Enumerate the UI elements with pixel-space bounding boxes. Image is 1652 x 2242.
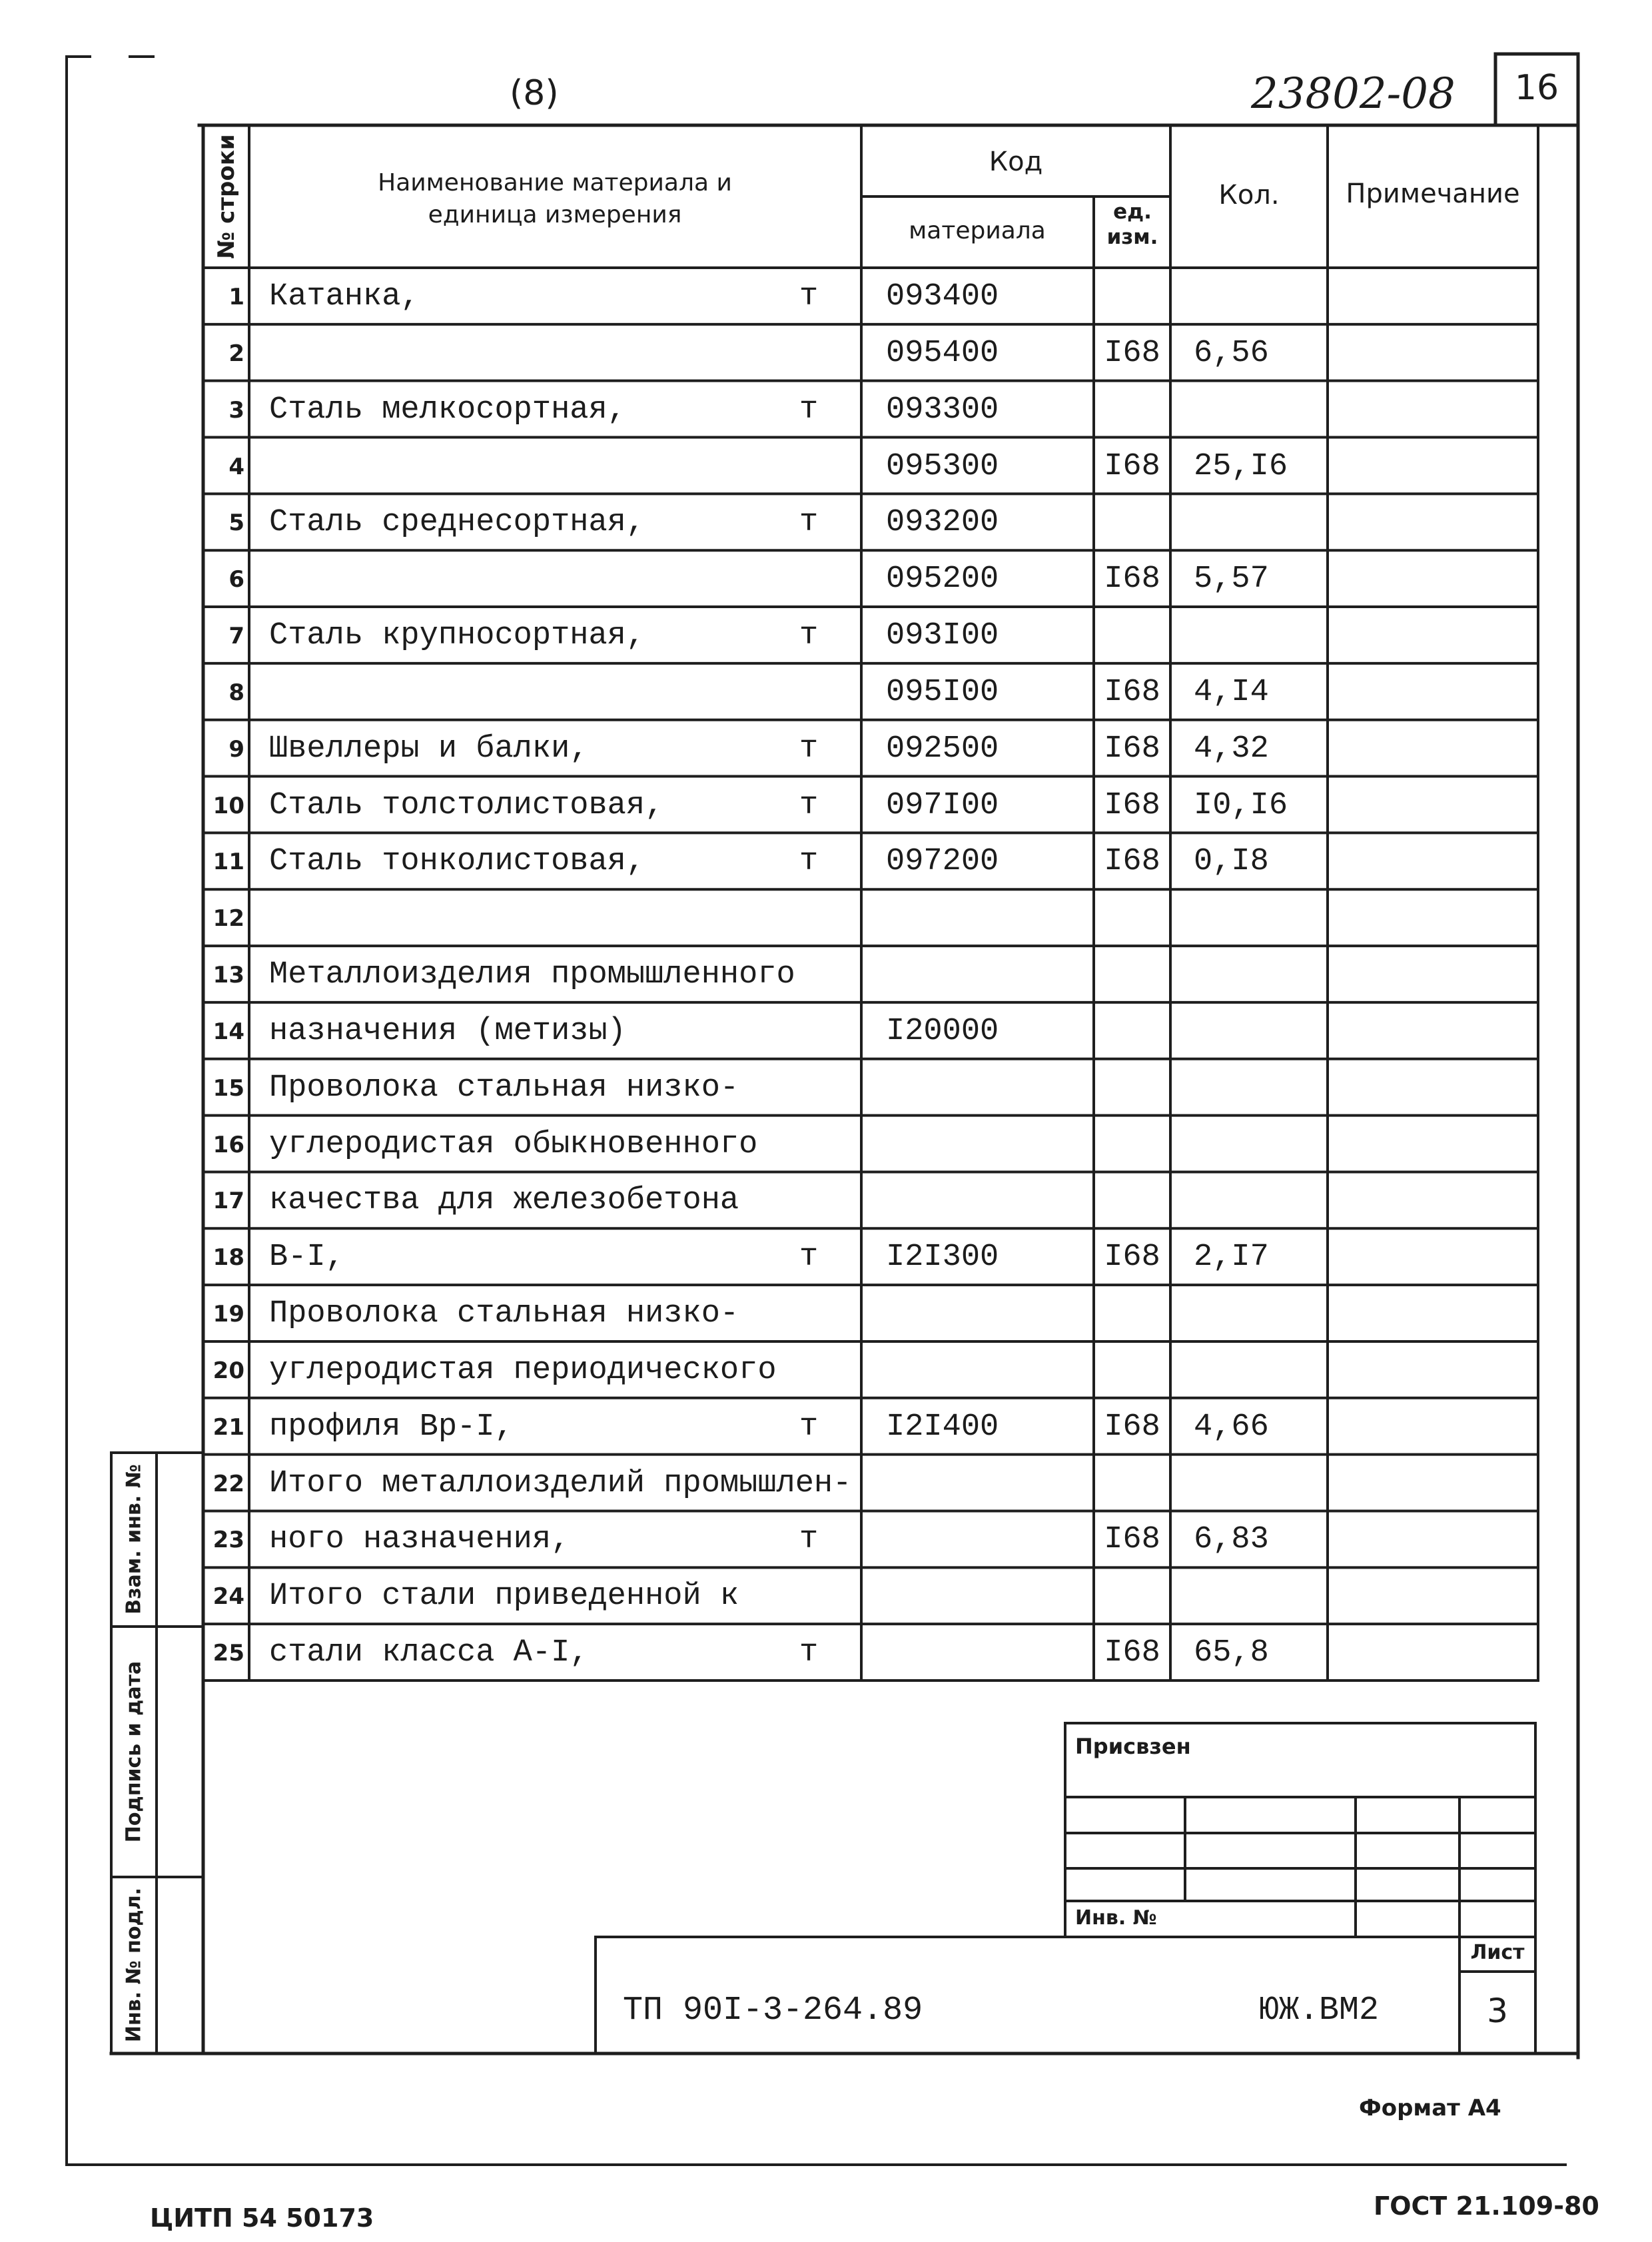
row-number-cell: 14 — [212, 1018, 244, 1045]
row-number-cell: 25 — [212, 1640, 244, 1667]
table-row — [0, 1285, 1652, 1341]
row-number-cell: 10 — [212, 792, 244, 819]
unit-cell: т — [799, 731, 819, 767]
table-row — [0, 1567, 1652, 1624]
quantity-cell — [1194, 381, 1327, 438]
table-row — [0, 268, 1652, 324]
quantity-cell — [1194, 494, 1327, 550]
row-number-cell: 17 — [212, 1188, 244, 1215]
note-cell — [1328, 494, 1538, 550]
material-name-cell: стали класса А-I, — [269, 1635, 589, 1671]
material-name-cell: Проволока стальная низко- — [269, 1296, 739, 1332]
quantity-cell — [1194, 946, 1327, 1002]
header-name-line2: единица измерения — [428, 201, 682, 228]
format-label: Формат А4 — [1359, 2095, 1501, 2121]
unit-cell — [799, 946, 833, 1002]
quantity-cell: I0,I6 — [1194, 787, 1288, 823]
material-code-cell: 093300 — [886, 392, 999, 428]
document-number: 23802-08 — [1251, 69, 1455, 119]
table-row — [0, 1228, 1652, 1285]
material-code-cell: 092500 — [886, 731, 999, 767]
material-code-cell — [886, 1059, 1086, 1116]
row-number-cell: 4 — [228, 453, 244, 480]
unit-cell — [799, 1285, 833, 1341]
unit-cell — [799, 1567, 833, 1624]
stamp-original-inventory: Инв. № подл. — [122, 1887, 146, 2043]
note-cell — [1328, 1624, 1538, 1681]
table-row — [0, 324, 1652, 381]
unit-cell — [799, 1172, 833, 1228]
unit-code-cell: I68 — [1104, 674, 1160, 710]
row-number-cell: 13 — [212, 962, 244, 989]
row-number-cell: 5 — [228, 510, 244, 537]
material-name-cell: Проволока стальная низко- — [269, 1070, 739, 1106]
quantity-cell — [1194, 1002, 1327, 1059]
material-code-cell: 093200 — [886, 505, 999, 541]
unit-cell — [799, 1455, 833, 1511]
quantity-cell — [1194, 1116, 1327, 1172]
note-cell — [1328, 1002, 1538, 1059]
quantity-cell: 5,57 — [1194, 561, 1269, 597]
note-cell — [1328, 946, 1538, 1002]
unit-cell: т — [799, 844, 819, 880]
unit-code-cell — [1094, 381, 1170, 438]
unit-code-cell — [1094, 1172, 1170, 1228]
header-name-line1: Наименование материала и — [378, 169, 732, 196]
unit-code-cell — [1094, 1567, 1170, 1624]
note-cell — [1328, 550, 1538, 607]
quantity-cell — [1194, 1455, 1327, 1511]
material-name-cell — [269, 438, 855, 494]
quantity-cell: 6,56 — [1194, 335, 1269, 371]
material-name-cell: качества для железобетона — [269, 1183, 739, 1219]
stamp-replaced-inventory: Взам. инв. № — [122, 1464, 146, 1615]
note-cell — [1328, 438, 1538, 494]
header-code-material: материала — [909, 217, 1046, 244]
unit-cell: т — [799, 279, 819, 314]
material-name-cell: Швеллеры и балки, — [269, 731, 589, 767]
header-note: Примечание — [1346, 179, 1520, 209]
header-code-unit-line1: ед. — [1113, 200, 1152, 224]
material-name-cell: назначения (метизы) — [269, 1013, 626, 1049]
material-code-cell — [886, 1341, 1086, 1398]
quantity-cell: 2,I7 — [1194, 1240, 1269, 1276]
row-number-cell: 23 — [212, 1527, 244, 1554]
unit-code-cell: I68 — [1104, 731, 1160, 767]
unit-cell — [799, 438, 833, 494]
row-number-cell: 6 — [228, 566, 244, 593]
page-number: 16 — [1514, 68, 1559, 108]
table-row — [0, 889, 1652, 946]
unit-code-cell: I68 — [1104, 787, 1160, 823]
unit-code-cell — [1094, 1285, 1170, 1341]
row-number-cell: 11 — [212, 849, 244, 876]
material-name-cell: Итого стали приведенной к — [269, 1579, 739, 1615]
quantity-cell — [1194, 1285, 1327, 1341]
table-row — [0, 1172, 1652, 1228]
material-name-cell: Сталь крупносортная, — [269, 618, 645, 654]
footer-standard: ГОСТ 21.109-80 — [1374, 2191, 1599, 2221]
title-sheet-label: Лист — [1470, 1941, 1525, 1964]
unit-code-cell: I68 — [1104, 1240, 1160, 1276]
note-cell — [1328, 381, 1538, 438]
material-code-cell: 095400 — [886, 335, 999, 371]
note-cell — [1328, 324, 1538, 381]
material-code-cell — [886, 1285, 1086, 1341]
table-row — [0, 438, 1652, 494]
note-cell — [1328, 720, 1538, 777]
material-code-cell: 097200 — [886, 844, 999, 880]
quantity-cell: 0,I8 — [1194, 844, 1269, 880]
material-name-cell: Итого металлоизделий промышлен- — [269, 1465, 852, 1501]
material-name-cell — [269, 889, 855, 946]
quantity-cell — [1194, 1567, 1327, 1624]
title-section: ЮЖ.ВМ2 — [1259, 1992, 1380, 2030]
note-cell — [1328, 1116, 1538, 1172]
quantity-cell — [1194, 1172, 1327, 1228]
row-number-cell: 22 — [212, 1470, 244, 1497]
note-cell — [1328, 1511, 1538, 1567]
row-number-cell: 12 — [212, 905, 244, 933]
material-code-cell — [886, 1172, 1086, 1228]
title-doc-code: ТП 90I-3-264.89 — [623, 1992, 923, 2030]
unit-code-cell — [1094, 946, 1170, 1002]
material-name-cell — [269, 663, 855, 720]
note-cell — [1328, 777, 1538, 833]
unit-code-cell — [1094, 1116, 1170, 1172]
unit-code-cell — [1094, 1059, 1170, 1116]
quantity-cell — [1194, 607, 1327, 663]
unit-code-cell — [1094, 494, 1170, 550]
unit-cell: т — [799, 618, 819, 654]
quantity-cell — [1194, 1341, 1327, 1398]
material-code-cell — [886, 1624, 1086, 1681]
sheet-mark: (8) — [510, 73, 559, 113]
unit-cell: т — [799, 1409, 819, 1445]
table-row — [0, 1116, 1652, 1172]
table-row — [0, 381, 1652, 438]
table-row — [0, 1059, 1652, 1116]
note-cell — [1328, 607, 1538, 663]
material-code-cell — [886, 1455, 1086, 1511]
material-code-cell: 093400 — [886, 279, 999, 314]
row-number-cell: 21 — [212, 1413, 244, 1441]
unit-cell — [799, 1002, 833, 1059]
unit-cell — [799, 550, 833, 607]
binding-stamp-title: Присвзен — [1075, 1734, 1191, 1759]
table-row — [0, 1341, 1652, 1398]
quantity-cell: 6,83 — [1194, 1522, 1269, 1558]
unit-cell — [799, 324, 833, 381]
material-code-cell — [886, 1567, 1086, 1624]
row-number-cell: 24 — [212, 1583, 244, 1611]
unit-cell — [799, 1116, 833, 1172]
header-code-unit-line2: изм. — [1106, 225, 1158, 249]
unit-code-cell — [1094, 1455, 1170, 1511]
material-code-cell — [886, 946, 1086, 1002]
material-code-cell: 097I00 — [886, 787, 999, 823]
table-row — [0, 777, 1652, 833]
unit-code-cell: I68 — [1104, 335, 1160, 371]
unit-code-cell — [1094, 1002, 1170, 1059]
header-code: Код — [989, 147, 1043, 177]
stamp-signature-date: Подпись и дата — [122, 1661, 146, 1843]
table-row — [0, 1398, 1652, 1455]
table-row — [0, 550, 1652, 607]
table-row — [0, 1511, 1652, 1567]
note-cell — [1328, 889, 1538, 946]
unit-code-cell — [1094, 268, 1170, 324]
unit-cell — [799, 1341, 833, 1398]
note-cell — [1328, 1455, 1538, 1511]
material-code-cell: 095I00 — [886, 674, 999, 710]
table-row — [0, 1002, 1652, 1059]
material-code-cell: I2I300 — [886, 1240, 999, 1276]
table-row — [0, 946, 1652, 1002]
table-row — [0, 494, 1652, 550]
table-row — [0, 1455, 1652, 1511]
row-number-cell: 19 — [212, 1301, 244, 1328]
quantity-cell: 65,8 — [1194, 1635, 1269, 1671]
material-code-cell: I2I400 — [886, 1409, 999, 1445]
unit-cell: т — [799, 1635, 819, 1671]
note-cell — [1328, 833, 1538, 889]
row-number-cell: 15 — [212, 1074, 244, 1102]
material-name-cell: Сталь тонколистовая, — [269, 844, 645, 880]
note-cell — [1328, 1398, 1538, 1455]
material-code-cell — [886, 1116, 1086, 1172]
row-number-cell: 8 — [228, 679, 244, 706]
material-name-cell: углеродистая периодического — [269, 1352, 777, 1388]
quantity-cell — [1194, 268, 1327, 324]
row-number-cell: 20 — [212, 1357, 244, 1384]
unit-code-cell — [1094, 1341, 1170, 1398]
material-name-cell: В-I, — [269, 1240, 344, 1276]
material-code-cell: I20000 — [886, 1013, 999, 1049]
unit-cell: т — [799, 392, 819, 428]
material-code-cell: 093I00 — [886, 618, 999, 654]
quantity-cell — [1194, 1059, 1327, 1116]
binding-stamp-inventory: Инв. № — [1075, 1906, 1157, 1930]
material-name-cell — [269, 550, 855, 607]
unit-code-cell: I68 — [1104, 1635, 1160, 1671]
unit-code-cell: I68 — [1104, 561, 1160, 597]
unit-cell: т — [799, 1522, 819, 1558]
material-code-cell: 095200 — [886, 561, 999, 597]
material-name-cell — [269, 324, 855, 381]
unit-cell: т — [799, 505, 819, 541]
table-row — [0, 1624, 1652, 1681]
unit-cell — [799, 1059, 833, 1116]
quantity-cell — [1194, 889, 1327, 946]
row-number-cell: 7 — [228, 623, 244, 650]
unit-code-cell: I68 — [1104, 1522, 1160, 1558]
footer-printer: ЦИТП 54 50173 — [150, 2203, 374, 2233]
unit-cell: т — [799, 787, 819, 823]
quantity-cell: 4,66 — [1194, 1409, 1269, 1445]
table-row — [0, 607, 1652, 663]
note-cell — [1328, 268, 1538, 324]
note-cell — [1328, 663, 1538, 720]
material-name-cell: Катанка, — [269, 279, 420, 314]
unit-code-cell — [1094, 607, 1170, 663]
material-name-cell: углеродистая обыкновенного — [269, 1126, 758, 1162]
row-number-cell: 9 — [228, 735, 244, 763]
material-code-cell — [886, 889, 1086, 946]
row-number-cell: 3 — [228, 396, 244, 424]
material-code-cell: 095300 — [886, 448, 999, 484]
unit-cell — [799, 889, 833, 946]
material-name-cell: Металлоизделия промышленного — [269, 957, 795, 993]
row-number-cell: 2 — [228, 340, 244, 367]
unit-code-cell — [1094, 889, 1170, 946]
table-row — [0, 833, 1652, 889]
header-quantity: Кол. — [1218, 180, 1280, 210]
table-row — [0, 663, 1652, 720]
material-name-cell: Сталь среднесортная, — [269, 505, 645, 541]
material-code-cell — [886, 1511, 1086, 1567]
note-cell — [1328, 1341, 1538, 1398]
note-cell — [1328, 1059, 1538, 1116]
row-number-cell: 1 — [228, 284, 244, 310]
unit-code-cell: I68 — [1104, 844, 1160, 880]
material-name-cell: профиля Вр-I, — [269, 1409, 514, 1445]
note-cell — [1328, 1172, 1538, 1228]
material-name-cell: Сталь мелкосортная, — [269, 392, 626, 428]
unit-code-cell: I68 — [1104, 1409, 1160, 1445]
unit-cell — [799, 663, 833, 720]
row-number-cell: 18 — [212, 1244, 244, 1272]
quantity-cell: 25,I6 — [1194, 448, 1288, 484]
row-number-cell: 16 — [212, 1131, 244, 1158]
material-name-cell: ного назначения, — [269, 1522, 570, 1558]
quantity-cell: 4,32 — [1194, 731, 1269, 767]
header-row-number: № строки — [213, 134, 240, 259]
unit-code-cell: I68 — [1104, 448, 1160, 484]
material-name-cell: Сталь толстолистовая, — [269, 787, 664, 823]
note-cell — [1328, 1285, 1538, 1341]
table-row — [0, 720, 1652, 777]
quantity-cell: 4,I4 — [1194, 674, 1269, 710]
note-cell — [1328, 1567, 1538, 1624]
unit-cell: т — [799, 1240, 819, 1276]
title-sheet-number: 3 — [1487, 1992, 1508, 2030]
note-cell — [1328, 1228, 1538, 1285]
